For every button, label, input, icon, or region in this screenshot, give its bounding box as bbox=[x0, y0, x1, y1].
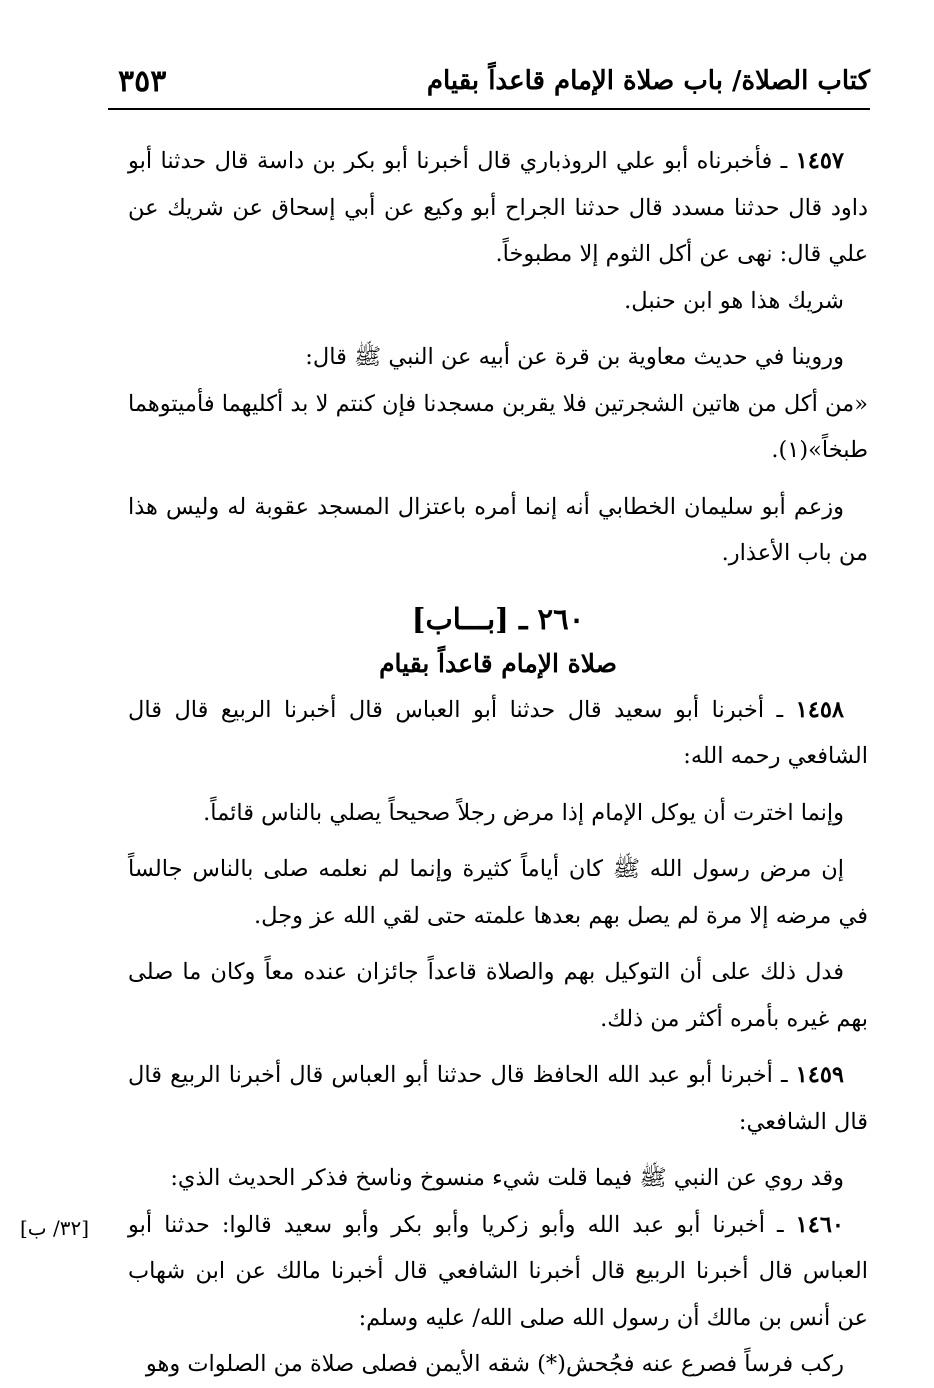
spacer bbox=[128, 780, 868, 790]
spacer bbox=[128, 474, 868, 484]
spacer bbox=[128, 939, 868, 949]
hadith-continuation: ركب فرساً فصرع عنه فجُحش(*) شقه الأيمن فصلى صلاة من الصلوات وهو bbox=[145, 1351, 844, 1377]
page-number: ٣٥٣ bbox=[118, 64, 167, 99]
hadith-number: ١٤٦٠ bbox=[795, 1211, 844, 1238]
running-title: كتاب الصلاة/ باب صلاة الإمام قاعداً بقيام bbox=[426, 66, 870, 96]
spacer bbox=[128, 1145, 868, 1155]
hadith-text: ـ أخبرنا أبو سعيد قال حدثنا أبو العباس قال أخبرنا الربيع قال قال الشافعي رحمه الله: bbox=[128, 696, 868, 769]
spacer bbox=[128, 324, 868, 334]
commentary-khattabi: وزعم أبو سليمان الخطابي أنه إنما أمره باعتزال المسجد عقوبة له وليس هذا من باب الأعذار. bbox=[128, 493, 868, 566]
hadith-text: ـ أخبرنا أبو عبد الله الحافظ قال حدثنا أبو العباس قال أخبرنا الربيع قال قال الشافعي: bbox=[128, 1062, 868, 1135]
hadith-number: ١٤٥٧ bbox=[795, 148, 844, 174]
quoted-hadith: «من أكل من هاتين الشجرتين فلا يقربن مسجدنا فإن كنتم لا بد أكليهما فأميتوهما طبخاً»(١). bbox=[128, 390, 868, 463]
manuscript-folio-note: [٣٢/ ب] bbox=[20, 1216, 90, 1240]
hadith-1459 bbox=[128, 1052, 868, 1145]
chapter-title: صلاة الإمام قاعداً بقيام bbox=[379, 648, 617, 678]
narration-intro: وروينا في حديث معاوية بن قرة عن أبيه عن النبي ﷺ قال: bbox=[305, 344, 844, 370]
hadith-text: ـ أخبرنا أبو عبد الله وأبو زكريا وأبو بكر وأبو سعيد قالوا: حدثنا أبو العباس قال أخبرنا الربيع قال أخبرنا الشافعي قال أخبرنا مالك عن ابن شهاب عن أنس بن مالك أن رسول الله صلى الله/ عليه وسلم: bbox=[128, 1211, 868, 1331]
hadith-1458 bbox=[128, 687, 868, 780]
spacer bbox=[128, 1042, 868, 1052]
page-header bbox=[118, 62, 870, 108]
page-body bbox=[128, 138, 868, 1388]
chapter-heading-block bbox=[128, 595, 868, 685]
spacer bbox=[128, 836, 868, 846]
shafii-statement: وإنما اخترت أن يوكل الإمام إذا مرض رجلاً صحيحاً يصلي بالناس قائماً. bbox=[203, 799, 844, 826]
comment-paragraph: شريك هذا هو ابن حنبل. bbox=[624, 287, 844, 314]
hadith-number: ١٤٥٩ bbox=[795, 1062, 844, 1088]
chapter-heading: ٢٦٠ ـ [بـــاب] bbox=[411, 601, 585, 636]
hadith-1460 bbox=[128, 1202, 868, 1342]
hadith-number: ١٤٥٨ bbox=[795, 696, 844, 723]
shafii-conclusion: فدل ذلك على أن التوكيل بهم والصلاة قاعداً جائزان عنده معاً وكان ما صلى بهم غيره بأمره أكثر من ذلك. bbox=[128, 959, 868, 1032]
header-rule bbox=[108, 108, 870, 110]
hadith-1457 bbox=[128, 138, 868, 278]
shafii-paragraph: إن مرض رسول الله ﷺ كان أياماً كثيرة وإنما لم نعلمه صلى بالناس جالساً في مرضه إلا مرة لم يصل بهم بعدها علمته حتى لقي الله عز وجل. bbox=[128, 856, 868, 929]
shafii-note: وقد روي عن النبي ﷺ فيما قلت شيء منسوخ وناسخ فذكر الحديث الذي: bbox=[170, 1165, 844, 1191]
hadith-text: ـ فأخبرناه أبو علي الروذباري قال أخبرنا أبو بكر بن داسة قال حدثنا أبو داود قال حدثنا مسدد قال حدثنا الجراح أبو وكيع عن أبي إسحاق عن شريك عن علي قال: نهى عن أكل الثوم إلا مطبوخاً. bbox=[128, 148, 868, 267]
